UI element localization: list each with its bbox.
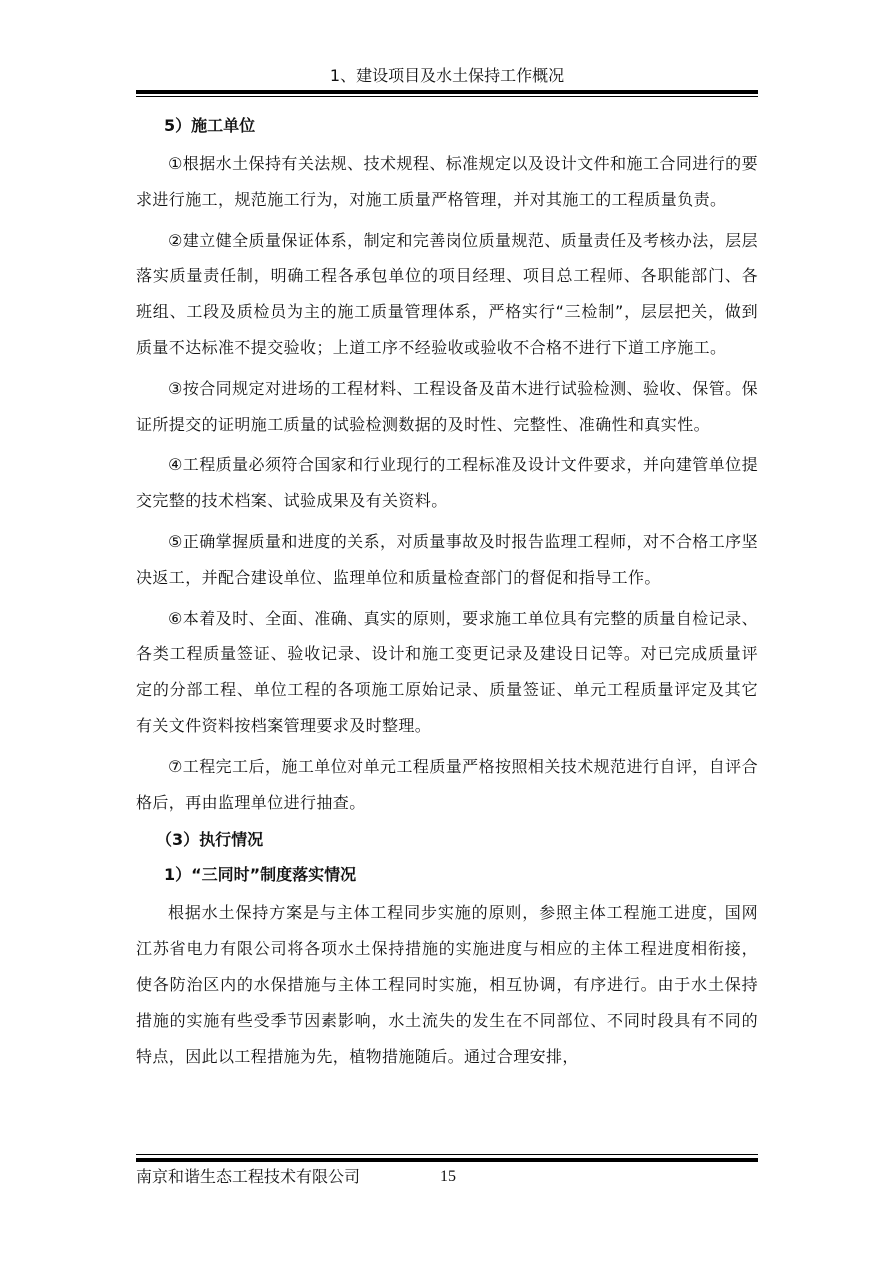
heading-execution: （3）执行情况: [156, 830, 264, 850]
footer-page-number: 15: [440, 1168, 456, 1185]
footer-rule-thin: [136, 1154, 758, 1155]
paragraph-3: ③按合同规定对进场的工程材料、工程设备及苗木进行试验检测、验收、保管。保证所提交的证明施工质量的试验检测数据的及时性、完整性、准确性和真实性。: [136, 378, 758, 434]
paragraph-2: ②建立健全质量保证体系，制定和完善岗位质量规范、质量责任及考核办法，层层落实质量责任制，明确工程各承包单位的项目经理、项目总工程师、各职能部门、各班组、工段及质检员为主的施工质量管理体系，严格实行“三检制”，层层把关，做到质量不达标准不提交验收；上道工序不经验收或验收不合格不进行下道工序施工。: [136, 230, 758, 357]
paragraph-6: ⑥本着及时、全面、准确、真实的原则，要求施工单位具有完整的质量自检记录、各类工程质量签证、验收记录、设计和施工变更记录及建设日记等。对已完成质量评定的分部工程、单位工程的各项施工原始记录、质量签证、单元工程质量评定及其它有关文件资料按档案管理要求及时整理。: [136, 608, 758, 735]
heading-three-simultaneous: 1）“三同时”制度落实情况: [164, 865, 357, 885]
paragraph-5: ⑤正确掌握质量和进度的关系，对质量事故及时报告监理工程师，对不合格工序坚决返工，并配合建设单位、监理单位和质量检查部门的督促和指导工作。: [136, 531, 758, 587]
footer-company-name: 南京和谐生态工程技术有限公司: [136, 1167, 361, 1186]
heading-construction-unit: 5）施工单位: [164, 116, 256, 135]
paragraph-8: 根据水土保持方案是与主体工程同步实施的原则，参照主体工程施工进度，国网江苏省电力有限公司将各项水土保持措施的实施进度与相应的主体工程进度相衔接，使各防治区内的水保措施与主体工程同时实施，相互协调，有序进行。由于水土保持措施的实施有些受季节因素影响，水土流失的发生在不同部位、不同时段具有不同的特点，因此以工程措施为先，植物措施随后。通过合理安排，: [136, 903, 758, 1066]
footer-rule-thick: [136, 1158, 758, 1162]
header-rule-thick: [136, 90, 758, 94]
page-content: [136, 111, 758, 1079]
paragraph-7: ⑦工程完工后，施工单位对单元工程质量严格按照相关技术规范进行自评，自评合格后，再由监理单位进行抽查。: [136, 756, 758, 812]
paragraph-4: ④工程质量必须符合国家和行业现行的工程标准及设计文件要求，并向建管单位提交完整的技术档案、试验成果及有关资料。: [136, 455, 758, 511]
header-rule-thin: [136, 96, 758, 97]
paragraph-1: ①根据水土保持有关法规、技术规程、标准规定以及设计文件和施工合同进行的要求进行施工，规范施工行为，对施工质量严格管理，并对其施工的工程质量负责。: [136, 154, 758, 209]
page-header-title: 1、建设项目及水土保持工作概况: [329, 66, 565, 85]
